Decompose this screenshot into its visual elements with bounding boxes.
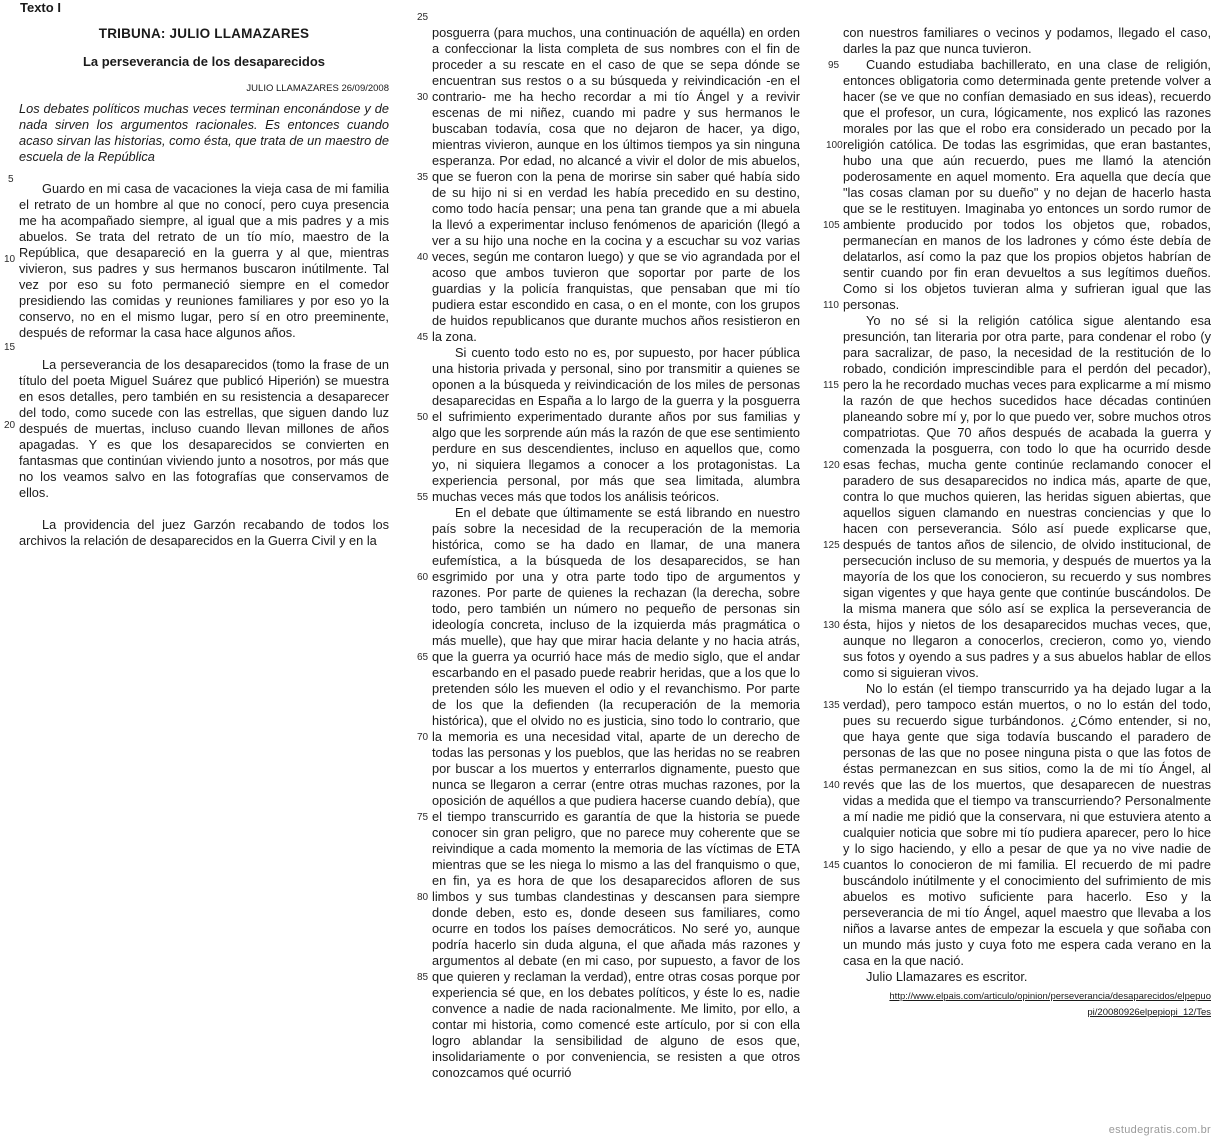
- line-number: 95: [828, 60, 840, 71]
- line-number: 50: [417, 412, 429, 423]
- line-number: 60: [417, 572, 429, 583]
- line-number: 135: [823, 700, 840, 711]
- line-number: 105: [823, 220, 840, 231]
- paragraph-7: Yo no sé si la religión católica sigue alentando esa presunción, tan literaria por otra parte, para condenar el robo (y para sacralizar, de paso, la necesidad de la restitución de lo robado, condición imprescindible para el perdón del pecador), pero la he recordado muchas veces para explicarme a mí mismo la razón de que hechos sucedidos hace décadas continúen planeando sobre mí y, por lo que puedo ver, sobre muchos otros compatriotas. Que 70 años después de acabada la guerra y comenzada la posguerra, con todo lo que ha ocurrido desde esas fechas, mucha gente continúe reclamando conocer el paradero de sus desaparecidos no indica más, aparte de que, contra lo que muchos quieren, las heridas siguen abiertas, que aquellos siguen clamando en nuestras conciencias y que lo hacen con perseverancia. Sólo así puede explicarse que, después de tantos años de silencio, de olvido institucional, de persecución incluso de su memoria, y después de muertos ya la mayoría de los que los conocieron, su recuerdo y sus nombres sigan vigentes y que haya gente que continúe buscándolos. De la misma manera que sólo así se explica la perseverancia de ésta, hijos y nietos de los desaparecidos muchas veces, que, aunque no llegaron a conocerlos, crecieron, como yo, viendo sus fotos y oyendo a sus padres y a sus abuelos hablar de ellos como si siguieran vivos.: [843, 313, 1211, 680]
- line-number: 40: [417, 252, 429, 263]
- source-link-line-2[interactable]: pi/20080926elpepiopi_12/Tes: [1087, 1007, 1211, 1018]
- paragraph-3-start: La providencia del juez Garzón recabando de todos los archivos la relación de desaparecidos en la Guerra Civil y en la: [19, 517, 389, 548]
- line-number: 110: [823, 300, 839, 311]
- byline: JULIO LLAMAZARES 26/09/2008: [246, 83, 389, 94]
- lead-paragraph: Los debates políticos muchas veces terminan enconándose y de nada sirven los argumentos racionales. Es entonces cuando acaso sirvan las historias, como ésta, que trata de un maestro de escuela de la República: [19, 101, 389, 164]
- paragraph-8: No lo están (el tiempo transcurrido ya ha dejado lugar a la verdad), pero tampoco están muertos, o no lo están del todo, pues su recuerdo sigue turbándonos. ¿Cómo entender, si no, que haya gente que siga todavía buscando el paradero de personas de las que no posee ninguna pista o que las fotos de éstas permanezcan en sus sitios, como la de mi tío Ángel, al revés que las de los muertos, que desaparecen de nuestras vidas a medida que el tiempo va transcurriendo? Personalmente a mí nadie me pidió que la conservara, ni que estuviera atento a cualquier noticia que sobre mi tío pudiera aparecer, pero lo hice y lo sigo haciendo, y ello a pesar de que ya no vive nadie de cuantos lo conocieron de mi familia. El recuerdo de mi padre buscándolo inútilmente y el conocimiento del sufrimiento de mis abuelos es motivo suficiente para hacerlo. Eso y la perseverancia de mi tío Ángel, aquel maestro que llevaba a los niños a lavarse antes de empezar la escuela y que soñaba con un mundo más justo y cuya foto me espera cada verano en la casa en la que nació.: [843, 681, 1211, 968]
- line-number: 80: [417, 892, 429, 903]
- line-number: 10: [4, 254, 16, 265]
- paragraph-4: Si cuento todo esto no es, por supuesto, por hacer pública una historia privada y personal, sino por transmitir a quienes se oponen a la búsqueda y reivindicación de los miles de personas desaparecidas en España a lo largo de la guerra y la posguerra el sufrimiento experimentado durante años por sus familias y algo que les sorprende aún más la razón de que ese sentimiento perdure en sus descendientes, incluso en aquellos que, como yo, ni siquiera llegamos a conocer a los protagonistas. La experiencia personal, por más que sea limitada, alumbra muchas veces más que todos los análisis teóricos.: [432, 345, 800, 504]
- line-number: 125: [823, 540, 840, 551]
- source-link[interactable]: [843, 989, 1211, 1021]
- line-number: 35: [417, 172, 429, 183]
- headline: TRIBUNA: JULIO LLAMAZARES: [98, 26, 310, 41]
- line-number: 55: [417, 492, 429, 503]
- text-label: Texto I: [20, 0, 61, 15]
- column-3: [843, 25, 1211, 1021]
- line-number: 70: [417, 732, 429, 743]
- paragraph-1: Guardo en mi casa de vacaciones la vieja casa de mi familia el retrato de un hombre al que no conocí, pero cuya presencia me ha acompañado siempre, al igual que a mis padres y a mis abuelos. Se trata del retrato de un tío mío, maestro de la República, que desapareció en la guerra y al que, mientras vivieron, sus padres y sus hermanos buscaron inútilmente. Tal vez por eso su foto permaneció siempre en el comedor presidiendo las comidas y reuniones familiares y por eso yo la conservo, no en el mismo lugar, pero sí en otro preeminente, después de reformar la casa hace algunos años.: [19, 181, 389, 340]
- line-number: 85: [417, 972, 429, 983]
- line-number: 140: [823, 780, 840, 791]
- paragraph-6: Cuando estudiaba bachillerato, en una clase de religión, entonces obligatoria como determinada gente pretende volver a hacer (se ve que no confían demasiado en sus ideas), recuerdo que el profesor, un cura, lógicamente, nos explicó las razones morales por las que el robo era considerado un pecado por la religión católica. De todas las esgrimidas, que eran bastantes, hubo una que aún recuerdo, pues me llamó la atención poderosamente en aquel momento. Era aquella que decía que "las cosas claman por su dueño" y no dejan de hacerlo hasta que se le restituyen. Imaginaba yo entonces un sordo rumor de ambiente producido por todos los objetos que, robados, permanecían en manos de los ladrones y cómo éste debía de delatarlos, así como la paz que los propios objetos habrían de sentir cuando por fin eran devueltos a sus legítimos dueños. Como si los objetos tuvieran alma y sufrieran igual que las personas.: [843, 57, 1211, 312]
- column-2: [432, 25, 800, 1081]
- line-number: 25: [417, 12, 429, 23]
- signature: Julio Llamazares es escritor.: [866, 969, 1028, 984]
- paragraph-3-end: posguerra (para muchos, una continuación de aquélla) en orden a confeccionar la lista completa de sus nombres con el fin de proceder a su rescate en el caso de que se sepa dónde se encuentran sus restos o a su búsqueda y reivindicación -en el contrario- me ha hecho recordar a mi tío Ángel y a revivir escenas de mi niñez, cuando mi padre y sus hermanos le buscaban todavía, cosa que no dejaron de hacer, ya digo, mientras vivieron, aunque en los últimos tiempos ya sin ninguna esperanza. Por edad, no alcancé a vivir el dolor de mis abuelos, que se fueron con la pena de morirse sin saber qué había sido de su hijo ni si en verdad les había precedido en su destino, como todo hacía pensar; una pena tan grande que a mi abuela la llevó a experimentar incluso fenómenos de aparición (llegó a ver a su hijo una noche en la cocina y a escuchar su voz varias veces, según me contaron luego) y que se vio agrandada por el acoso que ambos tuvieron que soportar por parte de los guardias y la policía franquistas, que pensaban que mi tío pudiera estar escondido en casa, o en el monte, con los grupos de huidos republicanos que durante muchos años resistieron en la zona.: [432, 25, 800, 344]
- line-number: 20: [4, 420, 16, 431]
- line-number: 100: [826, 140, 843, 151]
- line-number: 30: [417, 92, 429, 103]
- watermark: estudegratis.com.br: [1108, 1124, 1211, 1136]
- column-1: [19, 0, 389, 549]
- paragraph-2: La perseverancia de los desaparecidos (tomo la frase de un título del poeta Miguel Suárez que publicó Hiperión) se muestra en esos detalles, pero también en su resistencia a desaparecer del todo, como sucede con las estrellas, que siguen dando luz después de muertas, incluso cuando llevan millones de años apagadas. Y es que los desaparecidos se convierten en fantasmas que continúan viviendo junto a nosotros, por más que no los veamos salvo en las fotografías que conservamos de ellos.: [19, 357, 389, 500]
- line-number: 45: [417, 332, 429, 343]
- paragraph-5-start: En el debate que últimamente se está librando en nuestro país sobre la necesidad de la recuperación de la memoria histórica, como se ha dado en llamar, de una manera eufemística, a la búsqueda de los desaparecidos, se han esgrimido por una y otra parte todo tipo de argumentos y razones. Por parte de quienes la rechazan (la derecha, sobre todo, pero también un número no pequeño de personas sin ideología concreta, incluso de la izquierda más pragmática o más muelle), que hay que mirar hacia delante y no hacia atrás, que la guerra ya ocurrió hace más de medio siglo, que el andar escarbando en el pasado puede reabrir heridas, que a los que lo pretenden sólo les mueven el odio y el revanchismo. Por parte de los que la defienden (la recuperación de la memoria histórica), que el olvido no es justicia, sino todo lo contrario, que la memoria es una necesidad vital, aparte de un derecho de todas las personas y los pueblos, que las heridas no se reabren por buscar a los muertos y enterrarlos dignamente, puesto que nunca se llegaron a cerrar (entre otras muchas razones, por la oposición de aquéllos a que pudiera hacerse cuando debía), que el tiempo transcurrido es garantía de que la historia se puede conocer sin gran peligro, que no parece muy coherente que se reivindique a cada momento la memoria de las víctimas de ETA mientras que se les niega lo mismo a las del franquismo o que, en fin, ya es hora de que los desaparecidos afloren de sus limbos y sus tumbas clandestinas y descansen para siempre donde deben, esto es, donde deseen sus familiares, como ocurre en todos los países democráticos. No seré yo, aunque podría hacerlo sin duda alguna, el que añada más razones y argumentos al debate (en mi caso, por supuesto, a favor de los que quieren y reclaman la verdad), entre otras cosas porque por experiencia sé que, en los debates políticos, y éste lo es, nadie convence a nadie de nada racionalmente. Me limito, por ello, a contar mi historia, como comencé este artículo, por si con ella logro ablandar la sensibilidad de alguno de esos que, insolidariamente o por conveniencia, se resisten a que otros conozcamos qué ocurrió: [432, 505, 800, 1080]
- line-number: 5: [8, 174, 14, 185]
- line-number: 115: [823, 380, 839, 391]
- paragraph-5-end: con nuestros familiares o vecinos y podamos, llegado el caso, darles la paz que nunca tuvieron.: [843, 25, 1211, 56]
- line-number: 75: [417, 812, 429, 823]
- line-number: 130: [823, 620, 840, 631]
- line-number: 145: [823, 860, 840, 871]
- line-number: 15: [4, 342, 16, 353]
- line-number: 65: [417, 652, 429, 663]
- subheadline: La perseverancia de los desaparecidos: [82, 54, 326, 69]
- line-number: 120: [823, 460, 840, 471]
- source-link-line-1[interactable]: http://www.elpais.com/articulo/opinion/perseverancia/desaparecidos/elpepuo: [889, 991, 1211, 1002]
